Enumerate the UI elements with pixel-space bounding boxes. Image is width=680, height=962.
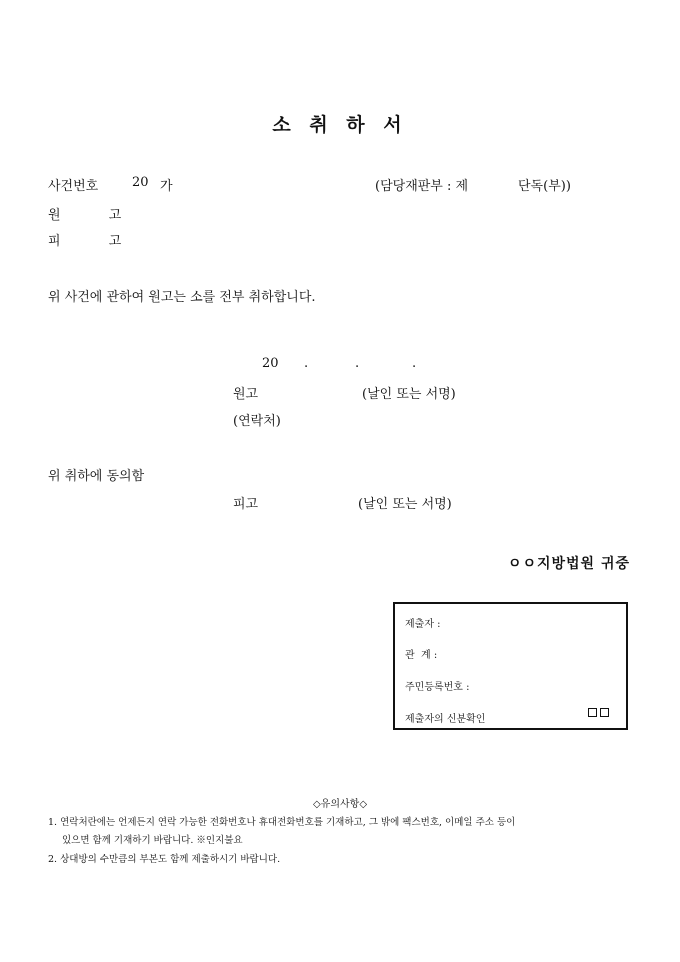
defendant-sign-label: 피고 [233, 497, 259, 512]
relation-label: 관 계 : [405, 650, 438, 661]
id-check-box-2[interactable] [600, 708, 609, 717]
plaintiff-contact: (연락처) [233, 414, 281, 429]
withdrawal-statement: 위 사건에 관하여 원고는 소를 전부 취하합니다. [48, 290, 316, 305]
division-label: (담당재판부 : 제 [375, 179, 469, 194]
consent-statement: 위 취하에 동의함 [48, 469, 145, 484]
notes-item-2: 2. 상대방의 수만큼의 부본도 함께 제출하시기 바랍니다. [48, 854, 281, 865]
case-year: 20 [132, 175, 149, 190]
date-dot-2: . [355, 356, 360, 371]
date-dot-3: . [412, 356, 417, 371]
plaintiff-sign-label: 원고 [233, 387, 259, 402]
division-suffix: 단독(부)) [518, 179, 571, 194]
court-addressee: ㅇㅇ지방법원 귀중 [507, 556, 630, 572]
submitter-label: 제출자 : [405, 619, 441, 630]
plaintiff-label: 원 고 [48, 208, 144, 223]
defendant-seal: (날인 또는 서명) [358, 497, 452, 512]
notes-heading: ◇유의사항◇ [312, 799, 368, 810]
notes-item-1-line-1: 1. 연락처란에는 언제든지 연락 가능한 전화번호나 휴대전화번호를 기재하고, 그 밖에 팩스번호, 이메일 주소 등이 [48, 817, 516, 828]
submitter-box [393, 602, 628, 730]
id-check-label: 제출자의 신분확인 [405, 714, 486, 725]
id-check-box-1[interactable] [588, 708, 597, 717]
defendant-label: 피 고 [48, 234, 144, 249]
case-type: 가 [160, 179, 173, 194]
plaintiff-seal: (날인 또는 서명) [362, 387, 456, 402]
date-dot-1: . [304, 356, 309, 371]
document-title: 소 취 하 서 [272, 114, 408, 136]
case-number-label: 사건번호 [48, 179, 99, 194]
date-year: 20 [262, 356, 279, 371]
resident-id-label: 주민등록번호 : [405, 682, 470, 693]
notes-item-1-line-2: 있으면 함께 기재하기 바랍니다. ※인지불요 [62, 835, 243, 846]
id-check-boxes [588, 708, 609, 717]
